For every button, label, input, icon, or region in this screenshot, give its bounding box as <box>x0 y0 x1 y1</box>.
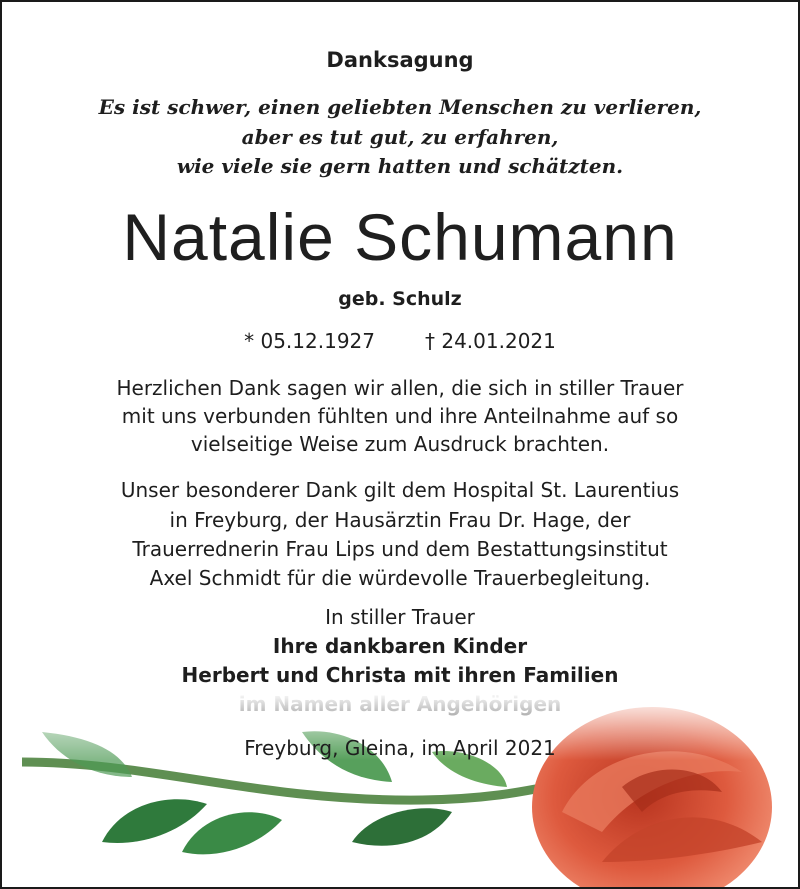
thanks-line: mit uns verbunden fühlten und ihre Anteilnahme auf so <box>121 404 679 428</box>
quote-line: aber es tut gut, zu erfahren, <box>241 125 559 149</box>
quote-line: Es ist schwer, einen geliebten Menschen zu verlieren, <box>98 95 702 119</box>
special-thanks-line: Unser besonderer Dank gilt dem Hospital St. Laurentius <box>120 478 680 502</box>
special-thanks-line: Axel Schmidt für die würdevolle Trauerbegleitung. <box>149 566 651 590</box>
heading: Danksagung <box>326 48 474 72</box>
death-date: † 24.01.2021 <box>425 329 556 353</box>
deceased-name: Natalie Schumann <box>122 200 678 274</box>
signature-line: Herbert und Christa mit ihren Familien <box>181 663 619 687</box>
thanks-line: vielseitige Weise zum Ausdruck brachten. <box>190 432 610 456</box>
signature-intro: In stiller Trauer <box>325 605 475 629</box>
thanks-line: Herzlichen Dank sagen wir allen, die sich in stiller Trauer <box>116 376 684 400</box>
place-and-date: Freyburg, Gleina, im April 2021 <box>244 736 556 760</box>
special-thanks-line: in Freyburg, der Hausärztin Frau Dr. Hage, der <box>169 508 631 532</box>
special-thanks-line: Trauerrednerin Frau Lips und dem Bestattungsinstitut <box>132 537 668 561</box>
maiden-name: geb. Schulz <box>338 288 462 310</box>
quote-line: wie viele sie gern hatten und schätzten. <box>176 154 624 178</box>
birth-date: * 05.12.1927 <box>244 329 375 353</box>
signature-line: Ihre dankbaren Kinder <box>272 634 528 658</box>
rose-decoration-image <box>2 692 798 887</box>
life-dates <box>2 329 798 353</box>
